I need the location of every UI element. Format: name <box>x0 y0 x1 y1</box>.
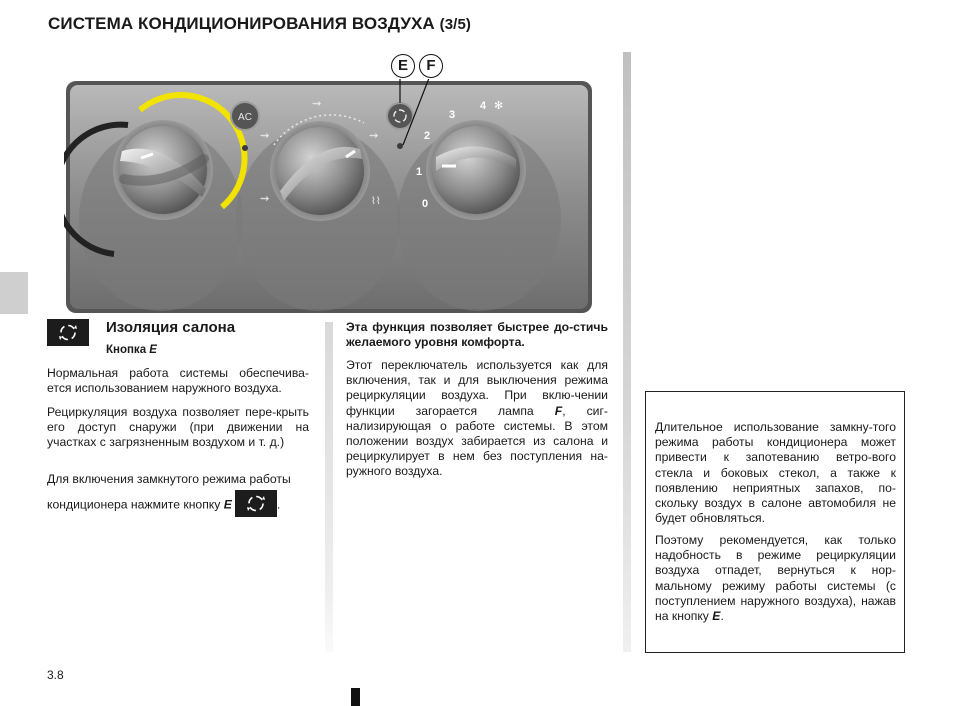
ac-label: AC <box>238 112 252 123</box>
paragraph-recirculation: Рециркуляция воздуха позволяет пере-крыть его доступ снаружи (при движении на участках с загрязненным воздухом и т. д.) <box>47 405 309 450</box>
section-side-tab <box>0 272 28 314</box>
recirculation-lamp-f <box>397 143 403 149</box>
column-divider-bar <box>325 322 333 652</box>
bottom-marker <box>351 688 360 706</box>
climate-control-panel-illustration <box>64 79 594 315</box>
title-section: (3/5) <box>439 16 471 33</box>
recirculation-symbol-box <box>47 319 89 346</box>
airflow-feet-icon: ⇝ <box>260 193 270 205</box>
fan-speed-0: 0 <box>422 198 429 210</box>
recirculation-button-e[interactable] <box>387 103 413 129</box>
fan-speed-knob[interactable] <box>432 126 520 214</box>
bold-intro: Эта функция позволяет быстрее до-стичь желаемого уровня комфорта. <box>346 320 608 350</box>
air-distribution-knob[interactable] <box>276 127 364 215</box>
airflow-face-feet-icon: ⇝ <box>312 98 322 110</box>
defrost-icon: ⌇⌇ <box>371 196 381 207</box>
paragraph-switch-description: Этот переключатель используется как для включения, так и для выключения режима рециркуляции воздуха. При вклю-чении функции загорается лампа F, сиг-нализирующая о работе системы. В этом положении воздух забирается из салона и рециркулирует в нем без поступления на-ружного воздуха. <box>346 358 608 479</box>
callout-e: E <box>391 54 415 78</box>
paragraph-instruction-line1: Для включения замкнутого режима работы <box>47 472 291 486</box>
note-paragraph-2: Поэтому рекомендуется, как только надобность в режиме рециркуляции воздуха отпадет, вернуться к нор-мальному режиму работы системы (с поступлением наружного воздуха), нажав на кнопку E. <box>655 533 896 624</box>
inline-recirculation-button-icon <box>235 490 277 517</box>
fan-speed-3: 3 <box>449 109 456 121</box>
recirculation-icon <box>47 319 89 346</box>
paragraph-normal-operation: Нормальная работа системы обеспечива-ется использованием наружного воздуха. <box>47 366 309 396</box>
note-paragraph-1: Длительное использование замкну-того режима работы кондиционера может привести к запотеванию ветро-вого стекла и боковых стекол, а также к появлению неприятных запахов, по-скольку воздух в салоне автомобиля не будет обновляться. <box>655 420 896 526</box>
fan-icon: ✻ <box>494 100 504 112</box>
airflow-feet-windshield-icon: ⇝ <box>369 130 379 142</box>
section-heading: Изоляция салона <box>106 319 236 336</box>
paragraph-instruction-line2: кондиционера нажмите кнопку E . <box>47 492 309 519</box>
fan-speed-4: 4 <box>480 100 487 112</box>
page-title <box>48 14 471 34</box>
column-divider-bar-right <box>623 52 631 652</box>
callout-f: F <box>419 54 443 78</box>
warning-note-box <box>645 391 905 653</box>
fan-speed-2: 2 <box>424 130 431 142</box>
fan-speed-1: 1 <box>416 166 423 178</box>
airflow-face-icon: ⇝ <box>260 130 270 142</box>
page-number: 3.8 <box>47 668 64 682</box>
button-label: Кнопка E <box>106 344 157 356</box>
ac-lamp <box>242 145 248 151</box>
title-text: СИСТЕМА КОНДИЦИОНИРОВАНИЯ ВОЗДУХА <box>48 14 435 33</box>
